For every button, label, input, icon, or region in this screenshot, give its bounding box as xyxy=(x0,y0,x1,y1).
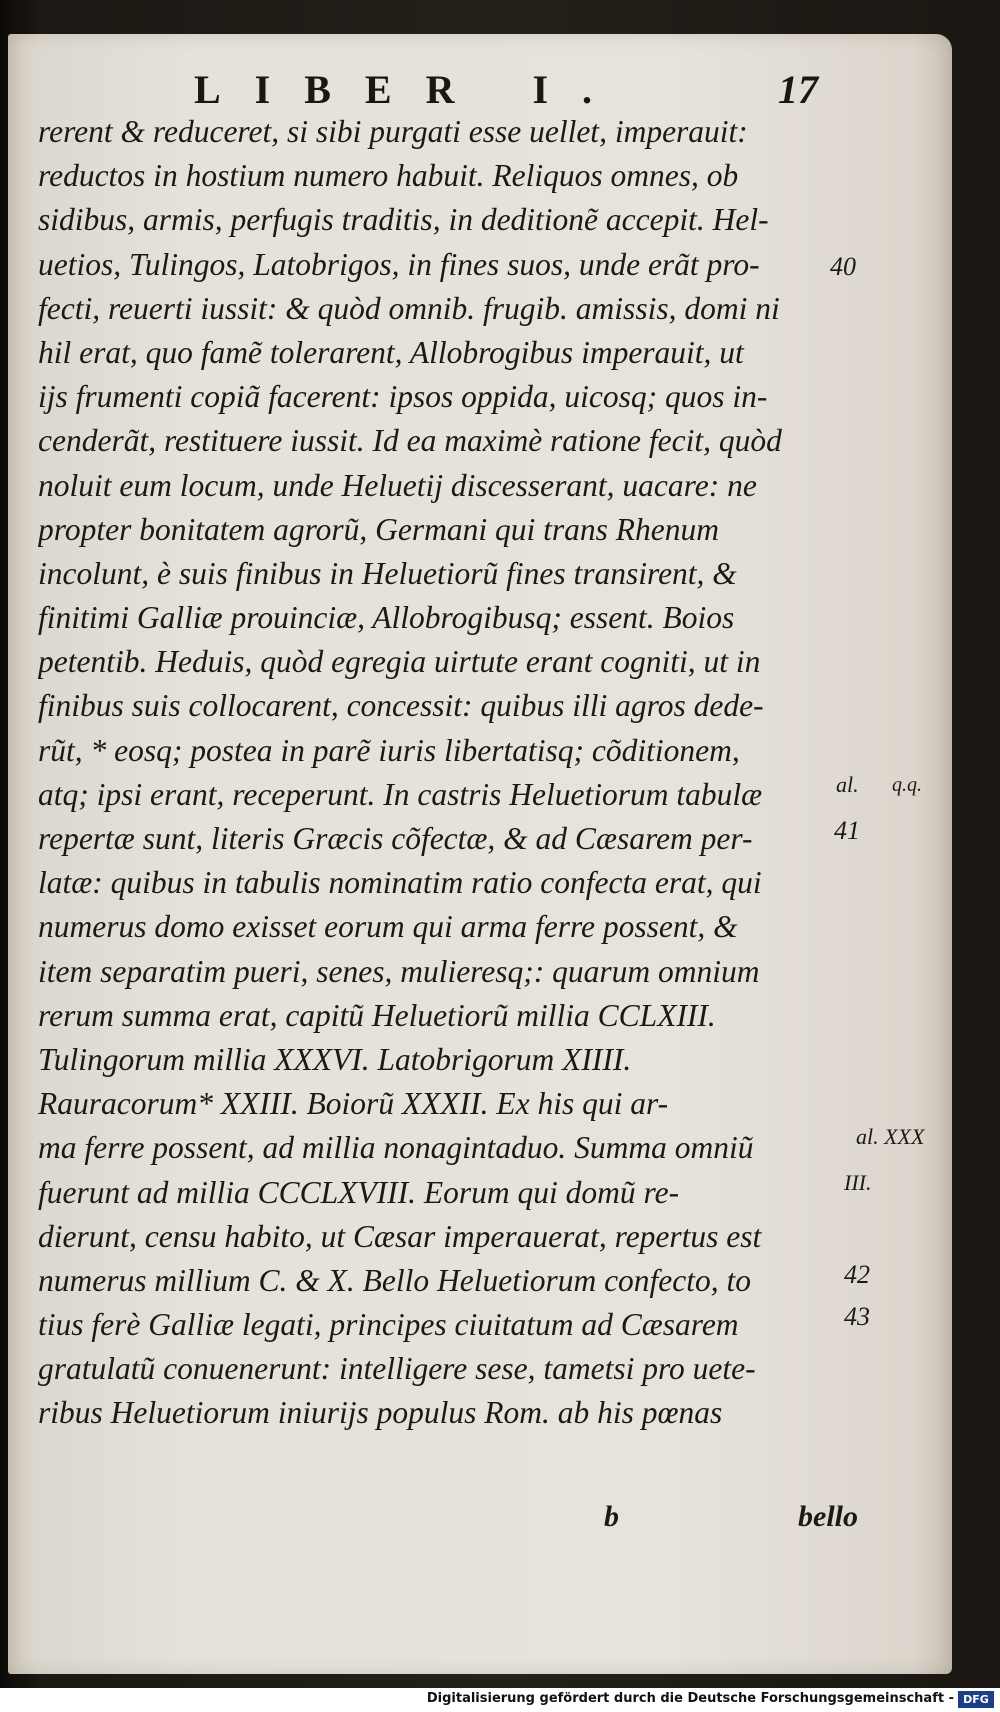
text-line: petentib. Heduis, quòd egregia uirtute erant cogniti, ut in xyxy=(38,644,761,680)
text-line: uetios, Tulingos, Latobrigos, in fines suos, unde erãt pro- xyxy=(38,246,760,282)
signature-mark: b xyxy=(604,1500,619,1533)
text-line: hil erat, quo famẽ tolerarent, Allobrogibus imperauit, ut xyxy=(38,334,744,370)
text-line: sidibus, armis, perfugis traditis, in deditionẽ accepit. Hel- xyxy=(38,202,769,238)
text-line: ma ferre possent, ad millia nonagintaduo. Summa omniũ xyxy=(38,1130,754,1166)
text-line: repertæ sunt, literis Græcis cõfectæ, & ad Cæsarem per- xyxy=(38,821,753,856)
running-head-title: LIBER I. xyxy=(194,67,627,112)
footer-bar xyxy=(0,1688,1000,1712)
margin-note-40: 40 xyxy=(830,252,856,281)
text-line: rerent & reduceret, si sibi purgati esse uellet, imperauit: xyxy=(38,114,748,149)
text-line: atq; ipsi erant, receperunt. In castris Heluetiorum tabulæ xyxy=(38,776,763,812)
margin-note-43: 43 xyxy=(844,1302,870,1331)
text-line: fecti, reuerti iussit: & quòd omnib. frugib. amissis, domi ni xyxy=(38,290,780,326)
margin-note-alt-a: al. XXX xyxy=(856,1124,925,1149)
body-text xyxy=(38,110,853,1436)
margin-note-alt-b: III. xyxy=(844,1170,872,1195)
text-line: ijs frumenti copiã facerent: ipsos oppida, uicosq; quos in- xyxy=(38,379,768,415)
text-line: ribus Heluetiorum iniurijs populus Rom. ab his pœnas xyxy=(38,1395,723,1431)
text-line: item separatim pueri, senes, mulieresq;: quarum omnium xyxy=(38,953,760,989)
funding-credit: Digitalisierung gefördert durch die Deutsche Forschungsgemeinschaft - xyxy=(426,1691,954,1706)
running-head xyxy=(8,66,952,116)
margin-note-42: 42 xyxy=(844,1260,870,1289)
page-number: 17 xyxy=(778,67,818,112)
text-line: reductos in hostium numero habuit. Reliquos omnes, ob xyxy=(38,158,739,194)
text-line: numerus millium C. & X. Bello Heluetiorum confecto, to xyxy=(38,1262,752,1298)
text-line: tius ferè Galliæ legati, principes ciuitatum ad Cæsarem xyxy=(38,1307,739,1343)
text-line: cenderãt, restituere iussit. Id ea maximè ratione fecit, quòd xyxy=(38,423,782,459)
text-line: rũt, * eosq; postea in parẽ iuris libertatisq; cõditionem, xyxy=(38,732,740,768)
text-line: dierunt, censu habito, ut Cæsar imperauerat, repertus est xyxy=(38,1218,762,1254)
text-line: Rauracorum* XXIII. Boiorũ XXXII. Ex his qui ar- xyxy=(38,1086,669,1122)
dfg-logo-icon: DFG xyxy=(958,1691,994,1708)
text-line: incolunt, è suis finibus in Heluetiorũ fines transirent, & xyxy=(38,555,737,591)
margin-note-variant: al. xyxy=(836,772,859,797)
text-line: latæ: quibus in tabulis nominatim ratio confecta erat, qui xyxy=(38,865,762,901)
margin-note-variant-b: q.q. xyxy=(892,774,922,796)
text-line: numerus domo exisset eorum qui arma ferre possent, & xyxy=(38,909,738,945)
text-line: noluit eum locum, unde Heluetij discesserant, uacare: ne xyxy=(38,467,757,503)
text-line: finibus suis collocarent, concessit: quibus illi agros dede- xyxy=(38,688,764,724)
text-line: fuerunt ad millia CCCLXVIII. Eorum qui domũ re- xyxy=(38,1174,680,1210)
text-line: gratulatũ conuenerunt: intelligere sese, tametsi pro uete- xyxy=(38,1351,756,1387)
catchword: bello xyxy=(798,1500,858,1533)
book-page xyxy=(8,34,952,1674)
text-line: Tulingorum millia XXXVI. Latobrigorum XIIII. xyxy=(38,1041,632,1077)
text-line: rerum summa erat, capitũ Heluetiorũ millia CCLXIII. xyxy=(38,997,716,1033)
margin-note-41: 41 xyxy=(834,816,860,845)
text-line: propter bonitatem agrorũ, Germani qui trans Rhenum xyxy=(38,511,720,547)
text-line: finitimi Galliæ prouinciæ, Allobrogibusq; essent. Boios xyxy=(38,600,735,636)
